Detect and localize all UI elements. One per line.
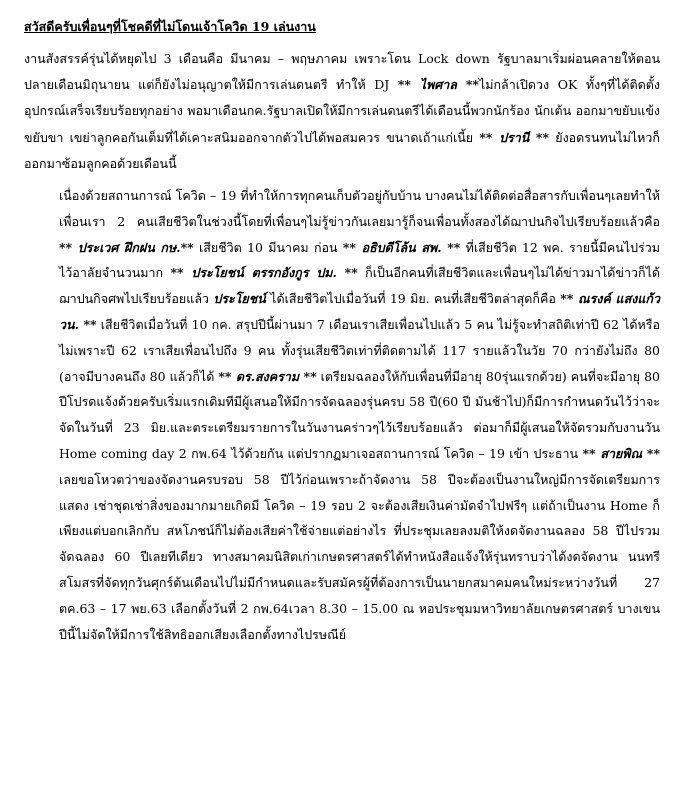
paragraph-intro-text-1: งานสังสรรค์รุ่นได้หยุดไป 3 เดือนคือ มีนาคม – พฤษภาคม เพราะโดน Lock down รัฐบาลมาเริ่มผ่อนคลายให้ตอนปลายเดือนมิถุนายน แต่ก็ยังไม่อนุญาตให้มีการเล่นดนตรี ทำให้ DJ: [24, 51, 660, 93]
paragraph-news-text-2: เสียชีวิต 10 มีนาคม ก่อน: [193, 239, 343, 255]
paragraph-intro-text-3: ยังอดรนทนไม่ไหวก็ออกมาซ้อมลูกคอด้วยเดือนนี้: [24, 129, 660, 171]
name-narong: ** ณรงค์ แสงแก้ว วน. **: [59, 291, 660, 332]
name-pranee: ** ปรานี **: [479, 129, 549, 145]
paragraph-news-text-6: เสียชีวิตเมื่อวันที่ 10 กค. สรุปปีนี้ผ่านมา 7 เดือนเราเสียเพื่อนไปแล้ว 5 คน ไม่รู้จะทำสถิติเท่าปี 62 ได้หรือไม่เพราะปี 62 เราเสียเพื่อนไปถึง 9 คน ทั้งรุ่นเสียชีวิตเท่าที่ติดตามได้ 117 รายแล้วในวัย 70 กว่ายังไม่ถึง 80 (อาจมีบางคนถึง 80 แล้วก็ได้: [59, 317, 660, 384]
paragraph-news-text-4: ก็เป็นอีกคนที่เสียชีวิตและเพื่อนๆไม่ได้ข่าวมาได้ข่าวก็ได้ฌาปนกิจศพไปเรียบร้อยแล้ว: [59, 265, 660, 307]
paragraph-news-text-1: เนื่องด้วยสถานการณ์ โควิด – 19 ที่ทำให้การทุกคนเก็บตัวอยู่กับบ้าน บางคนไม่ได้ติดต่อสื่อสารกับเพื่อนๆเลยทำให้เพื่อนเรา 2 คนเสียชีวิตในช่วงนี้โดยที่เพื่อนๆไม่รู้ข่าวกันเลยมารู้ก็จนเพื่อนทั้งสองได้ฌาปนกิจไปเรียบร้อยแล้วคือ: [59, 188, 660, 229]
paragraph-news-text-8: เลยขอโหวตว่าของจัดงานครบรอบ 58 ปีไว้ก่อนเพราะถ้าจัดงาน 58 ปีจะต้องเป็นงานใหญ่มีการจัดเตรียมการแสดง เช่าชุดเช่าสิ่งของมากมายเกิดมี โควิด – 19 รอบ 2 จะต้องเสียเงินค่ามัดจำไปฟรีๆ แต่ถ้าเป็นงาน Home ก็เพียงแต่บอกเลิกกับ สหโภชน์ก็ไม่ต้องเสียค่าใช้จ่ายแต่อย่างไร ที่ประชุมเลยลงมติให้งดจัดงานฉลอง 58 ปีไปรวมจัดฉลอง 60 ปีเลยทีเดียว ทางสมาคมนิสิตเก่าเกษตรศาสตร์ได้ทำหนังสือแจ้งให้รุ่นทราบว่าได้งดจัดงาน นนทรีสโมสรที่จัดทุกวันศุกร์ต้นเดือนไปไม่มีกำหนดและรับสมัครผู้ที่ต้องการเป็นนายกสมาคมคนใหม่ระหว่างวันที่ 27 ตค.63 – 17 พย.63 เลือกตั้งวันที่ 2 กพ.64เวลา 8.30 – 15.00 ณ หอประชุมมหาวิทยาลัยเกษตรศาสตร์ บางเขน ปีนี้ไม่จัดให้มีการใช้สิทธิออกเสียงเลือกตั้งทางไปรษณีย์: [59, 471, 660, 642]
name-songkram: ** ดร.สงคราม **: [218, 368, 317, 384]
paragraph-intro-text-2: ไม่กล้าเปิดวง OK ทั้งๆที่ได้ติดตั้งอุปกรณ์เสร็จเรียบร้อยทุกอย่าง พอมาเดือนกค.รัฐบาลเปิดให้มีการเล่นดนตรีได้เดือนนี้พวกนักร้อง นักเต้น ออกมาขยับแข้ง ขยับขา เขย่าลูกคอกันเต็มที่ได้เคาะสนิมออกจากตัวไปได้พอสมควร ขนาดเถ้าแก่เนี้ย: [24, 77, 660, 145]
paragraph-news-text-5: ได้เสียชีวิตไปเมื่อวันที่ 19 มิย. คนที่เสียชีวิตล่าสุดก็คือ: [265, 291, 561, 307]
name-athibodi: ** อธิบดีโล้น สพ. **: [342, 239, 461, 255]
paragraph-intro: [24, 46, 660, 177]
name-prayot-short: ประโยชน์: [213, 291, 266, 307]
name-prayot: ** ประโยชน์ ตรรกอังกูร ปม. **: [170, 265, 358, 281]
paragraph-news-text-7: เตรียมฉลองให้กับเพื่อนที่มีอายุ 80รุ่นแรกด้วย) คนที่จะมีอายุ 80 ปีโปรดแจ้งด้วยครับเริ่มแรกเดิมทีมีผู้เสนอให้มีการจัดฉลองรุ่นครบ 58 ปี(60 ปี มันช้าไป)ก็มีการกำหนดวันไว้ว่าจะจัดในวันที่ 23 มิย.และตระเตรียมรายการในวันงานคร่าวๆไว้เรียบร้อยแล้ว ต่อมาก็มีผู้เสนอให้จัดรวมกับงานวัน Home coming day 2 กพ.64 ไว้ด้วยกัน แต่ปรากฏมาเจอสถานการณ์ โควิด – 19 เข้า ประธาน: [59, 368, 661, 461]
paragraph-news: [24, 183, 660, 647]
name-prawet: ** ประเวศ ฝึกฝน กษ.**: [59, 239, 194, 255]
document-body: [24, 14, 660, 647]
paragraph-news-text-3: ที่เสียชีวิต 12 พค. รายนี้มีคนไปร่วมไว้อาลัยจำนวนมาก: [59, 239, 660, 281]
name-paisan: ** ไพศาล **: [397, 77, 479, 93]
document-title: สวัสดีครับเพื่อนๆที่โชคดีที่ไม่โดนเจ้าโควิด 19 เล่นงาน: [24, 19, 316, 34]
name-saipin: ** สายพิณ **: [582, 445, 660, 461]
